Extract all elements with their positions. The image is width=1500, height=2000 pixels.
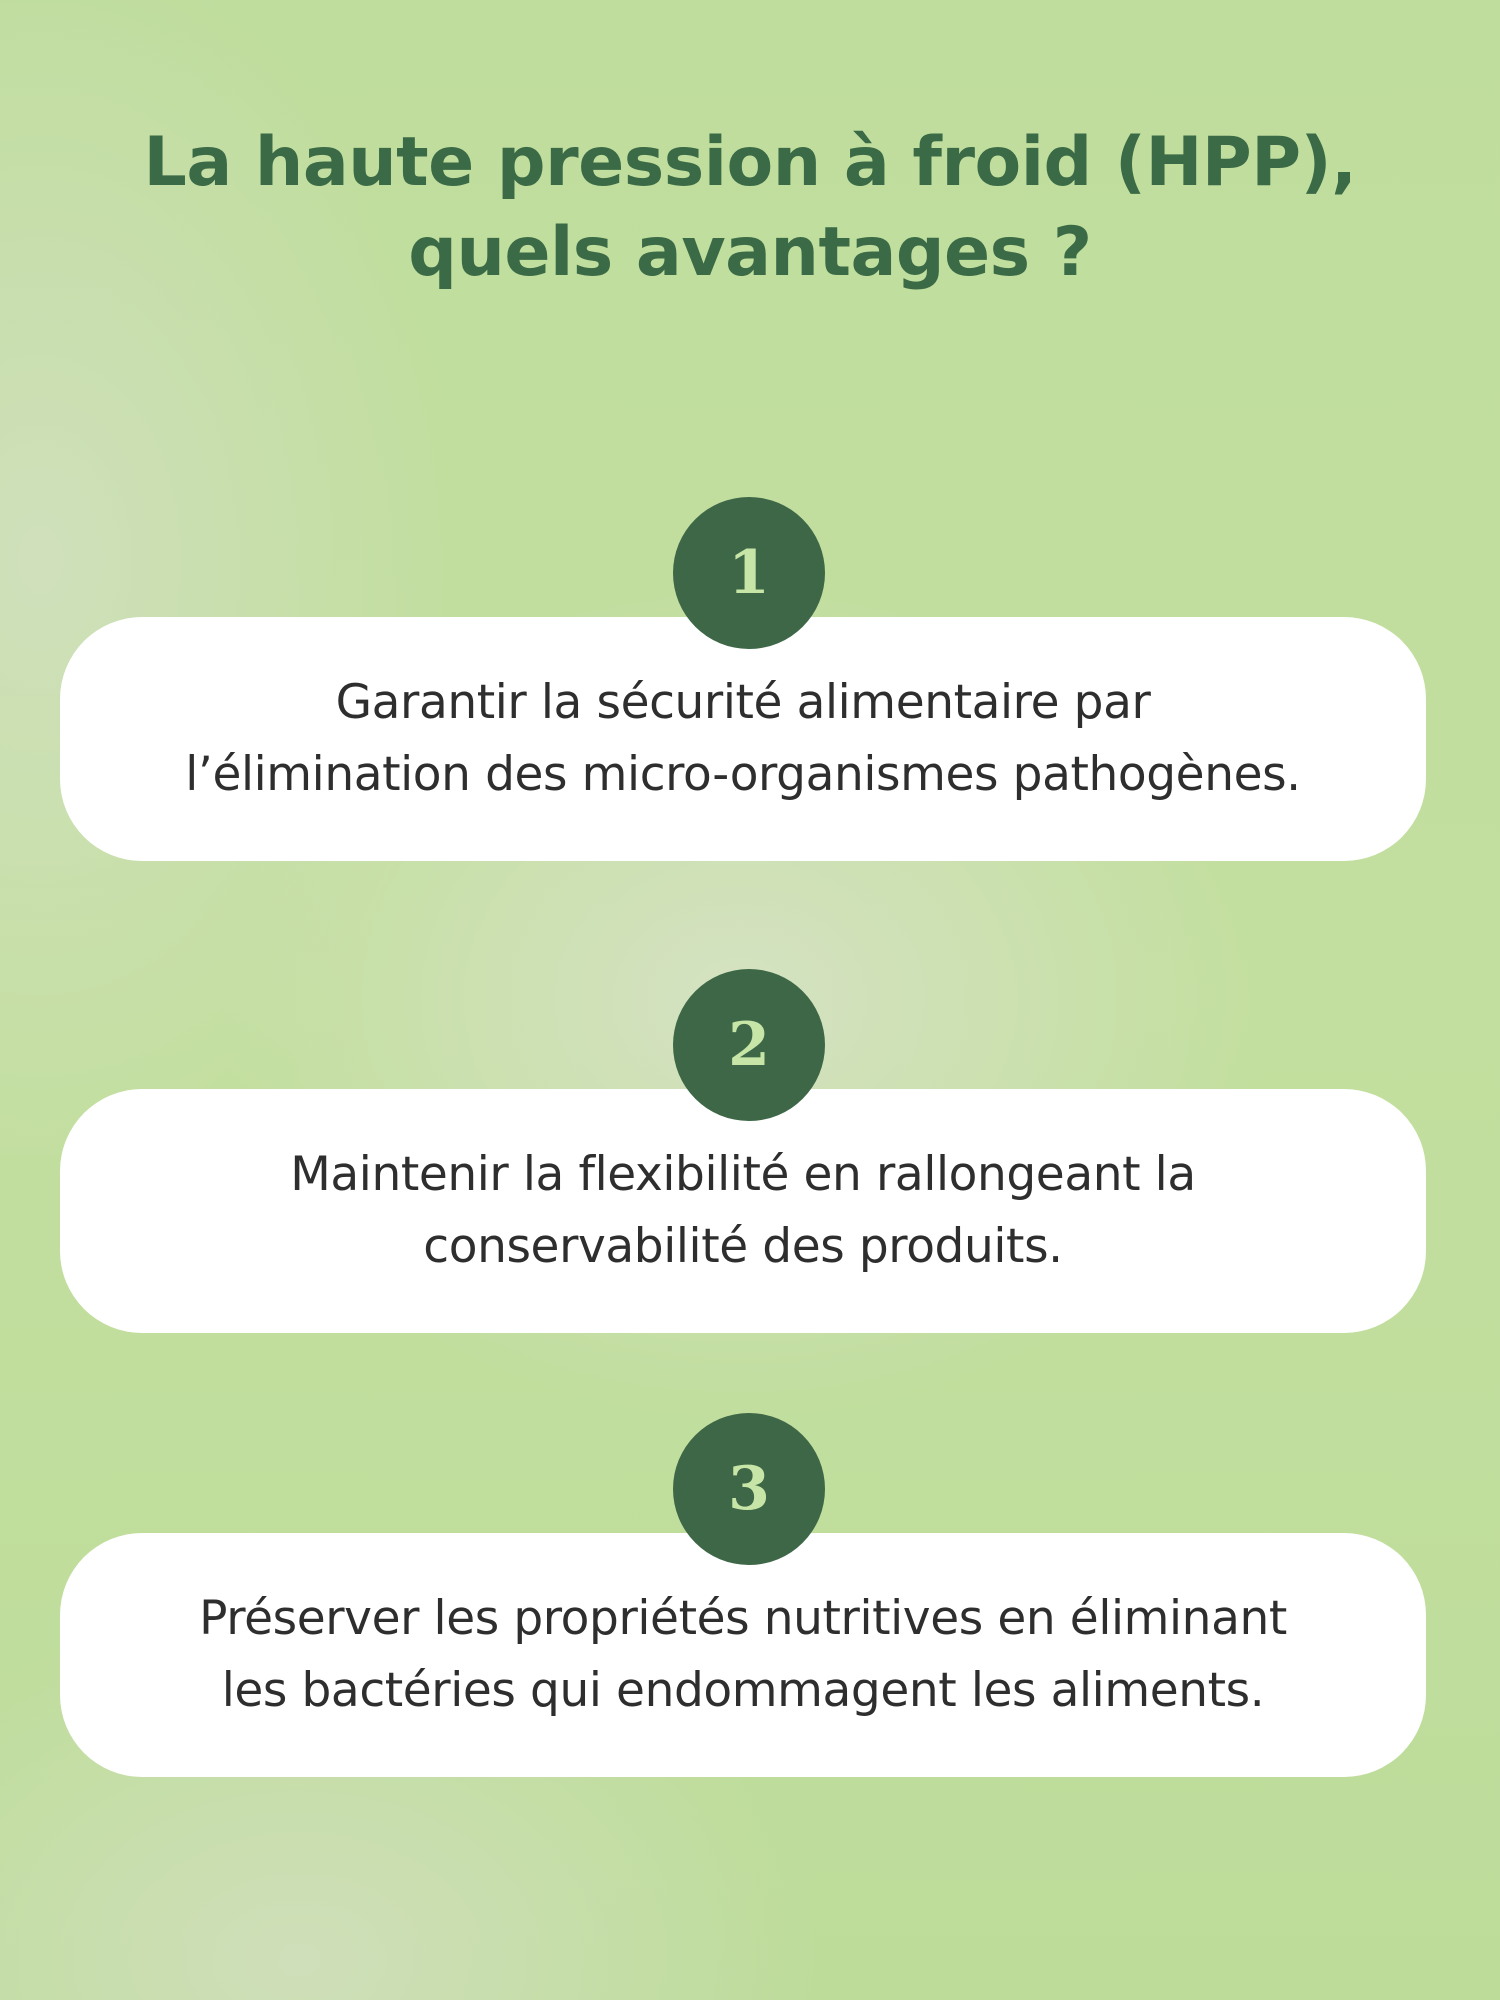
step-2-text-line-2: conservabilité des produits.	[423, 1219, 1063, 1274]
step-3-text-line-2: les bactéries qui endommagent les aliments.	[221, 1663, 1265, 1718]
step-1-text-line-1: Garantir la sécurité alimentaire par	[335, 675, 1151, 730]
step-3-number-badge: 3	[673, 1413, 825, 1565]
page-title	[0, 118, 1500, 298]
step-3-card	[60, 1533, 1426, 1777]
title-line-2: quels avantages ?	[408, 213, 1092, 292]
step-2	[60, 969, 1426, 1274]
step-2-number-badge: 2	[673, 969, 825, 1121]
step-2-text-line-1: Maintenir la flexibilité en rallongeant la	[290, 1147, 1196, 1202]
step-3-text-line-1: Préserver les propriétés nutritives en éliminant	[199, 1591, 1287, 1646]
step-3	[60, 1413, 1426, 1718]
step-1	[60, 497, 1426, 802]
step-1-text-line-2: l’élimination des micro-organismes pathogènes.	[185, 747, 1301, 802]
step-2-card	[60, 1089, 1426, 1333]
step-1-card	[60, 617, 1426, 861]
step-1-number-badge: 1	[673, 497, 825, 649]
title-line-1: La haute pression à froid (HPP),	[143, 123, 1357, 202]
